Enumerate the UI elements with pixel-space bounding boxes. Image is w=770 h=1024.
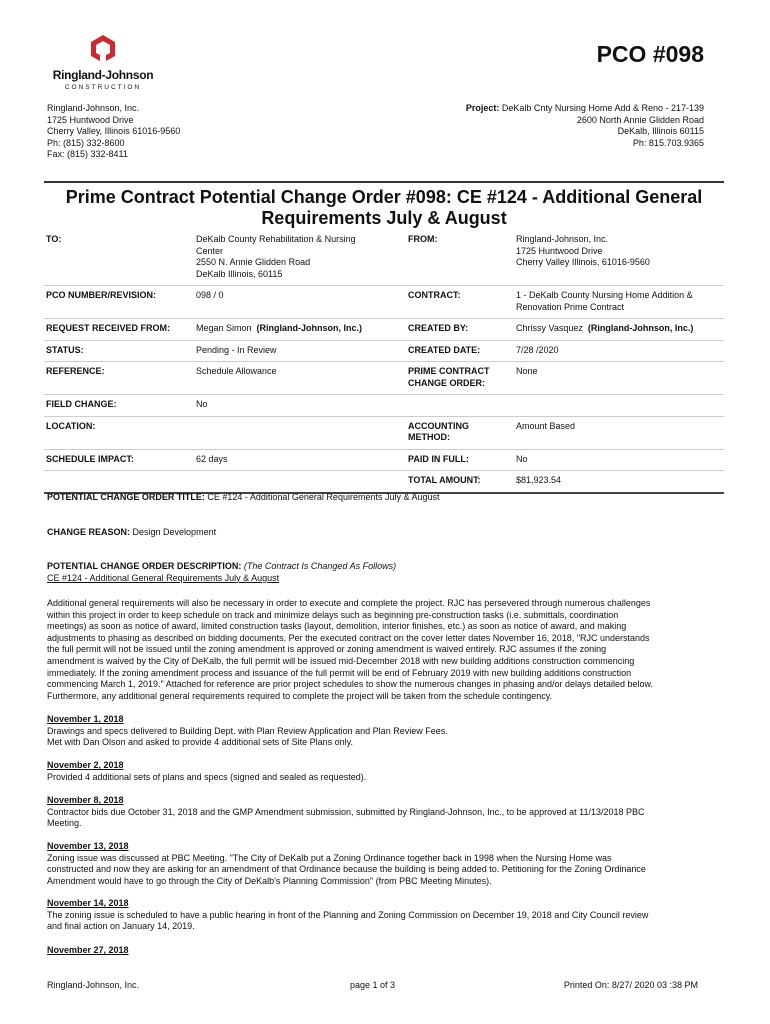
description-line: commencing March 1, 2019." Attached for reference are prior project schedules to show the numerous changes in phasing and/or delays detailed below. [47, 679, 654, 690]
pco-number-heading: PCO #098 [596, 41, 704, 67]
prime-co-value: None [516, 366, 538, 376]
info-row-reference [44, 362, 724, 395]
log-entry [47, 714, 727, 749]
created-date-value: 7/28 /2020 [516, 344, 559, 355]
logo-name: Ringland-Johnson [52, 68, 154, 82]
description-note: (The Contract Is Changed As Follows) [243, 561, 397, 571]
project-phone: Ph: 815.703.9365 [632, 137, 704, 148]
description-line: immediately. If the zoning amendment process and issuance of the full permit will be end of February 2019 with new building additions construction [47, 667, 632, 678]
log-entry [47, 760, 727, 783]
divider [44, 181, 724, 183]
log-entry-line: Zoning issue was discussed at PBC Meeting. "The City of DeKalb put a Zoning Ordinance together back in 1998 when the Nursing Home was [47, 852, 612, 863]
info-table [44, 230, 724, 494]
to-line: 2550 N. Annie Glidden Road [196, 257, 311, 267]
log-entry-date: November 2, 2018 [47, 760, 124, 770]
paid-in-full-label: PAID IN FULL: [408, 453, 469, 464]
description-line: within this project in order to keep schedule on track and minimize delays such as beginning pre-construction tasks (i.e. submittals, coordination [47, 609, 619, 620]
accounting-label [406, 416, 514, 449]
log-entry-date: November 27, 2018 [47, 945, 129, 955]
status-label: STATUS: [46, 344, 84, 355]
logo-mark-icon [88, 34, 118, 66]
info-row-to-from [44, 230, 724, 286]
footer-company: Ringland-Johnson, Inc. [47, 980, 140, 990]
log-entry-date: November 13, 2018 [47, 841, 129, 851]
project-name-line [466, 103, 704, 115]
company-address [47, 103, 180, 161]
reference-label: REFERENCE: [46, 366, 105, 376]
to-line: DeKalb Illinois, 60115 [196, 268, 283, 279]
request-received-label: REQUEST RECEIVED FROM: [46, 323, 171, 333]
accounting-label-line: ACCOUNTING [408, 420, 469, 431]
to-line: Center [196, 245, 224, 256]
page-title [44, 187, 724, 229]
company-city: Cherry Valley, Illinois 61016-9560 [47, 126, 181, 136]
description-line: adjustments to phasing as described on bidding documents. Per the executed contract on the cover letter dates November 16, 2018, "RJC understands [47, 632, 650, 643]
schedule-impact-label: SCHEDULE IMPACT: [46, 453, 134, 464]
location-value [194, 416, 406, 449]
description-line: the full permit will not be issued until the zoning amendment is approved or zoning amendment is waived entirely. RJC assumes if the zoning [47, 644, 607, 655]
info-row-field-change [44, 395, 724, 417]
log-entry-date: November 1, 2018 [47, 714, 124, 724]
log-entry-line: Drawings and specs delivered to Building Dept. with Plan Review Application and Plan Review Fees. [47, 725, 448, 736]
contract-label: CONTRACT: [408, 290, 461, 300]
from-line: Cherry Valley Illinois, 61016-9560 [516, 257, 650, 267]
info-row-status-date [44, 340, 724, 362]
total-amount-label: TOTAL AMOUNT: [408, 475, 481, 485]
request-org: (Ringland-Johnson, Inc.) [256, 323, 363, 333]
info-row-location [44, 416, 724, 449]
field-change-label: FIELD CHANGE: [46, 399, 117, 409]
created-by-name: Chrissy Vasquez [516, 323, 583, 333]
log-entry [47, 795, 727, 830]
footer-page-number: page 1 of 3 [350, 980, 396, 990]
log-entry-line: Meeting. [47, 818, 82, 829]
log-entry [47, 841, 727, 887]
from-label: FROM: [408, 234, 438, 244]
log-entry-line: and final action on January 14, 2019. [47, 921, 195, 932]
created-by-value [514, 319, 724, 341]
log-entry-line: constructed and now they are asking for an amendment of that Ordinance because the building is being added to. Petitioning for the Zoning Ordinance [47, 864, 646, 875]
company-street: 1725 Huntwood Drive [47, 114, 134, 125]
description-body [47, 598, 727, 702]
prime-co-label [406, 362, 514, 395]
prime-co-label-line: PRIME CONTRACT [408, 366, 490, 376]
prime-co-label-line: CHANGE ORDER: [408, 377, 486, 388]
from-value [514, 230, 724, 286]
log-entry-date: November 8, 2018 [47, 795, 124, 805]
log-entry-line: Met with Dan Olson and asked to provide 4 additional sets of Site Plans only. [47, 737, 354, 748]
from-line: 1725 Huntwood Drive [516, 245, 603, 256]
pco-title-value: CE #124 - Additional General Requirements July & August [207, 492, 440, 502]
field-change-value: No [196, 399, 208, 409]
project-name: DeKalb Cnty Nursing Home Add & Reno - 217-139 [501, 103, 704, 113]
logo-subtitle: CONSTRUCTION [64, 83, 142, 91]
project-label: Project: [465, 103, 500, 113]
description-line: amendment is waived by the City of DeKalb, the full permit will be issued mid-December 2018 with new building additions construction commencing [47, 655, 635, 666]
pco-title-label: POTENTIAL CHANGE ORDER TITLE: [47, 492, 205, 502]
location-label: LOCATION: [46, 420, 96, 431]
company-phone: Ph: (815) 332-8600 [47, 137, 125, 148]
paid-in-full-value: No [516, 453, 528, 464]
log-entry-line: The zoning issue is scheduled to have a public hearing in front of the Planning and Zoning Commission on December 19, 2018 and City Council review [47, 909, 649, 920]
project-street: 2600 North Annie Glidden Road [576, 114, 704, 125]
info-row-pco-contract [44, 286, 724, 319]
contract-value [514, 286, 724, 319]
contract-line: 1 - DeKalb County Nursing Home Addition & [516, 290, 693, 300]
reference-value: Schedule Allowance [196, 366, 277, 376]
pco-title-line [47, 492, 727, 504]
accounting-value: Amount Based [516, 420, 576, 431]
to-line: DeKalb County Rehabilitation & Nursing [196, 234, 356, 244]
total-amount-value: $81,923.54 [516, 475, 562, 485]
description-line: Additional general requirements will also be necessary in order to execute and complete the project. RJC has persevered through numerous challenges [47, 598, 651, 608]
log-entry [47, 945, 727, 957]
schedule-impact-value: 62 days [196, 453, 228, 464]
change-reason-label: CHANGE REASON: [47, 527, 131, 537]
status-value: Pending - In Review [196, 344, 277, 355]
page-title-line-2: Requirements July & August [261, 208, 507, 228]
info-row-schedule [44, 449, 724, 471]
info-row-total [44, 471, 724, 493]
created-date-label: CREATED DATE: [408, 344, 481, 355]
company-fax: Fax: (815) 332-8411 [47, 149, 128, 159]
company-name: Ringland-Johnson, Inc. [47, 103, 140, 113]
log-entry-line: Contractor bids due October 31, 2018 and the GMP Amendment submission, submitted by Ringland-Johnson, Inc., to be approved at 11/13/2018 PBC [47, 806, 645, 817]
footer-printed-on: Printed On: 8/27/ 2020 03 :38 PM [563, 980, 698, 990]
page-title-line-1: Prime Contract Potential Change Order #098: CE #124 - Additional General [65, 187, 703, 207]
change-reason-value: Design Development [132, 527, 217, 537]
log-entry-date: November 14, 2018 [47, 898, 129, 908]
project-address [466, 103, 704, 149]
company-logo [48, 34, 158, 92]
description-line: Furthermore, any additional general requirements required to complete the project will be taken from the schedule contingency. [47, 690, 553, 701]
log-entry-line: Amendment would have to go through the City of DeKalb's Planning Commission" (from PBC Meeting Minutes). [47, 875, 492, 886]
pco-revision-value: 098 / 0 [196, 290, 224, 300]
description-line: meetings) as soon as notice of award, limited construction tasks (layout, demolition, interior finishes, etc.) as soon as notice of award, and making [47, 621, 627, 632]
description-heading: CE #124 - Additional General Requirements July & August [47, 572, 280, 583]
to-value [194, 230, 406, 286]
to-label: TO: [46, 234, 62, 244]
contract-line: Renovation Prime Contract [516, 301, 625, 312]
change-reason-line [47, 527, 727, 539]
created-by-label: CREATED BY: [408, 323, 469, 333]
created-by-org: (Ringland-Johnson, Inc.) [587, 323, 694, 333]
log-entry [47, 898, 727, 933]
accounting-label-line: METHOD: [408, 432, 450, 442]
request-received-value [194, 319, 406, 341]
request-name: Megan Simon [196, 323, 252, 333]
from-line: Ringland-Johnson, Inc. [516, 234, 609, 244]
description-section [47, 561, 727, 584]
info-row-request-created [44, 319, 724, 341]
description-label: POTENTIAL CHANGE ORDER DESCRIPTION: [47, 561, 242, 571]
pco-revision-label: PCO NUMBER/REVISION: [46, 290, 157, 300]
description-header [47, 561, 727, 573]
log-entry-line: Provided 4 additional sets of plans and specs (signed and sealed as requested). [47, 771, 367, 782]
project-city: DeKalb, Illinois 60115 [617, 126, 704, 136]
